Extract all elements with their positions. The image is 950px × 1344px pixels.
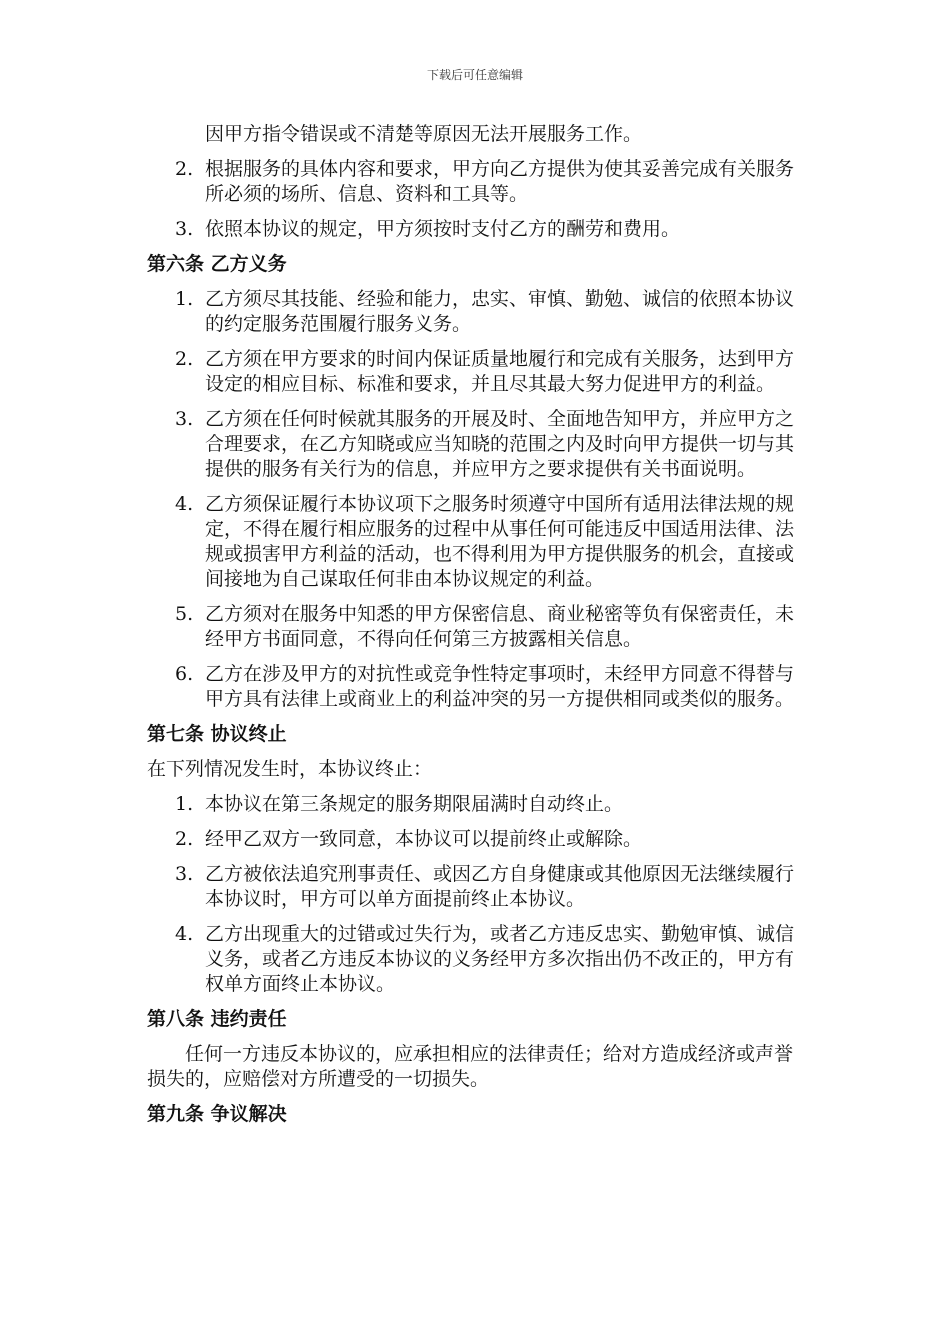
list-item (147, 492, 811, 592)
list-item-number: 4. (175, 923, 194, 945)
list-item-text: 经甲乙双方一致同意，本协议可以提前终止或解除。 (205, 828, 643, 850)
list-item-text: 根据服务的具体内容和要求，甲方向乙方提供为使其妥善完成有关服务所必须的场所、信息、资料和工具等。 (205, 158, 795, 205)
section7-heading: 第七条 协议终止 (147, 723, 287, 745)
list-item (147, 922, 811, 997)
section8-paragraph: 任何一方违反本协议的，应承担相应的法律责任；给对方造成经济或声誉损失的，应赔偿对方所遭受的一切损失。 (147, 1043, 794, 1090)
list-item-text: 乙方在涉及甲方的对抗性或竞争性特定事项时，未经甲方同意不得替与甲方具有法律上或商业上的利益冲突的另一方提供相同或类似的服务。 (205, 663, 795, 710)
list-item (147, 662, 811, 712)
list-item (147, 217, 811, 242)
list-item-number: 3. (175, 218, 194, 240)
list-item-text: 乙方须在甲方要求的时间内保证质量地履行和完成有关服务，达到甲方设定的相应目标、标准和要求，并且尽其最大努力促进甲方的利益。 (205, 348, 795, 395)
list-item-number: 2. (175, 348, 194, 370)
list-item-text: 乙方须在任何时候就其服务的开展及时、全面地告知甲方，并应甲方之合理要求，在乙方知晓或应当知晓的范围之内及时向甲方提供一切与其提供的服务有关行为的信息，并应甲方之要求提供有关书面说明。 (205, 408, 795, 480)
section6-list (147, 287, 811, 712)
list-item-number: 1. (175, 288, 194, 310)
list-item-number: 6. (175, 663, 194, 685)
list-item-text: 乙方出现重大的过错或过失行为，或者乙方违反忠实、勤勉审慎、诚信义务，或者乙方违反本协议的义务经甲方多次指出仍不改正的，甲方有权单方面终止本协议。 (205, 923, 795, 995)
list-item-number: 4. (175, 493, 194, 515)
section6-heading: 第六条 乙方义务 (147, 253, 287, 275)
section7-list (147, 792, 811, 997)
page-header: 下载后可任意编辑 (426, 68, 523, 82)
list-item (147, 792, 811, 817)
list-item (147, 407, 811, 482)
list-item-text: 乙方须对在服务中知悉的甲方保密信息、商业秘密等负有保密责任，未经甲方书面同意，不得向任何第三方披露相关信息。 (205, 603, 795, 650)
list-item-number: 3. (175, 408, 194, 430)
document-body (147, 122, 811, 1137)
list-item-text: 依照本协议的规定，甲方须按时支付乙方的酬劳和费用。 (205, 218, 681, 240)
section7-intro: 在下列情况发生时，本协议终止： (147, 758, 433, 780)
list-item-text: 乙方须保证履行本协议项下之服务时须遵守中国所有适用法律法规的规定，不得在履行相应服务的过程中从事任何可能违反中国适用法律、法规或损害甲方利益的活动，也不得利用为甲方提供服务的机会，直接或间接地为自己谋取任何非由本协议规定的利益。 (205, 493, 795, 590)
section8-heading: 第八条 违约责任 (147, 1008, 287, 1030)
section9-heading: 第九条 争议解决 (147, 1103, 287, 1125)
list-item-text: 乙方须尽其技能、经验和能力，忠实、审慎、勤勉、诚信的依照本协议的约定服务范围履行服务义务。 (205, 288, 795, 335)
list-item-number: 5. (175, 603, 194, 625)
list-item-number: 3. (175, 863, 194, 885)
list-item (147, 602, 811, 652)
section5-list (147, 157, 811, 242)
list-item (147, 287, 811, 337)
list-item (147, 862, 811, 912)
list-item-text: 乙方被依法追究刑事责任、或因乙方自身健康或其他原因无法继续履行本协议时，甲方可以单方面提前终止本协议。 (205, 863, 795, 910)
list-item (147, 347, 811, 397)
list-item-number: 2. (175, 158, 194, 180)
list-item-text: 本协议在第三条规定的服务期限届满时自动终止。 (205, 793, 624, 815)
list-item-number: 2. (175, 828, 194, 850)
continued-list-item-text: 因甲方指令错误或不清楚等原因无法开展服务工作。 (205, 123, 643, 145)
list-item (147, 827, 811, 852)
list-item-number: 1. (175, 793, 194, 815)
list-item (147, 157, 811, 207)
